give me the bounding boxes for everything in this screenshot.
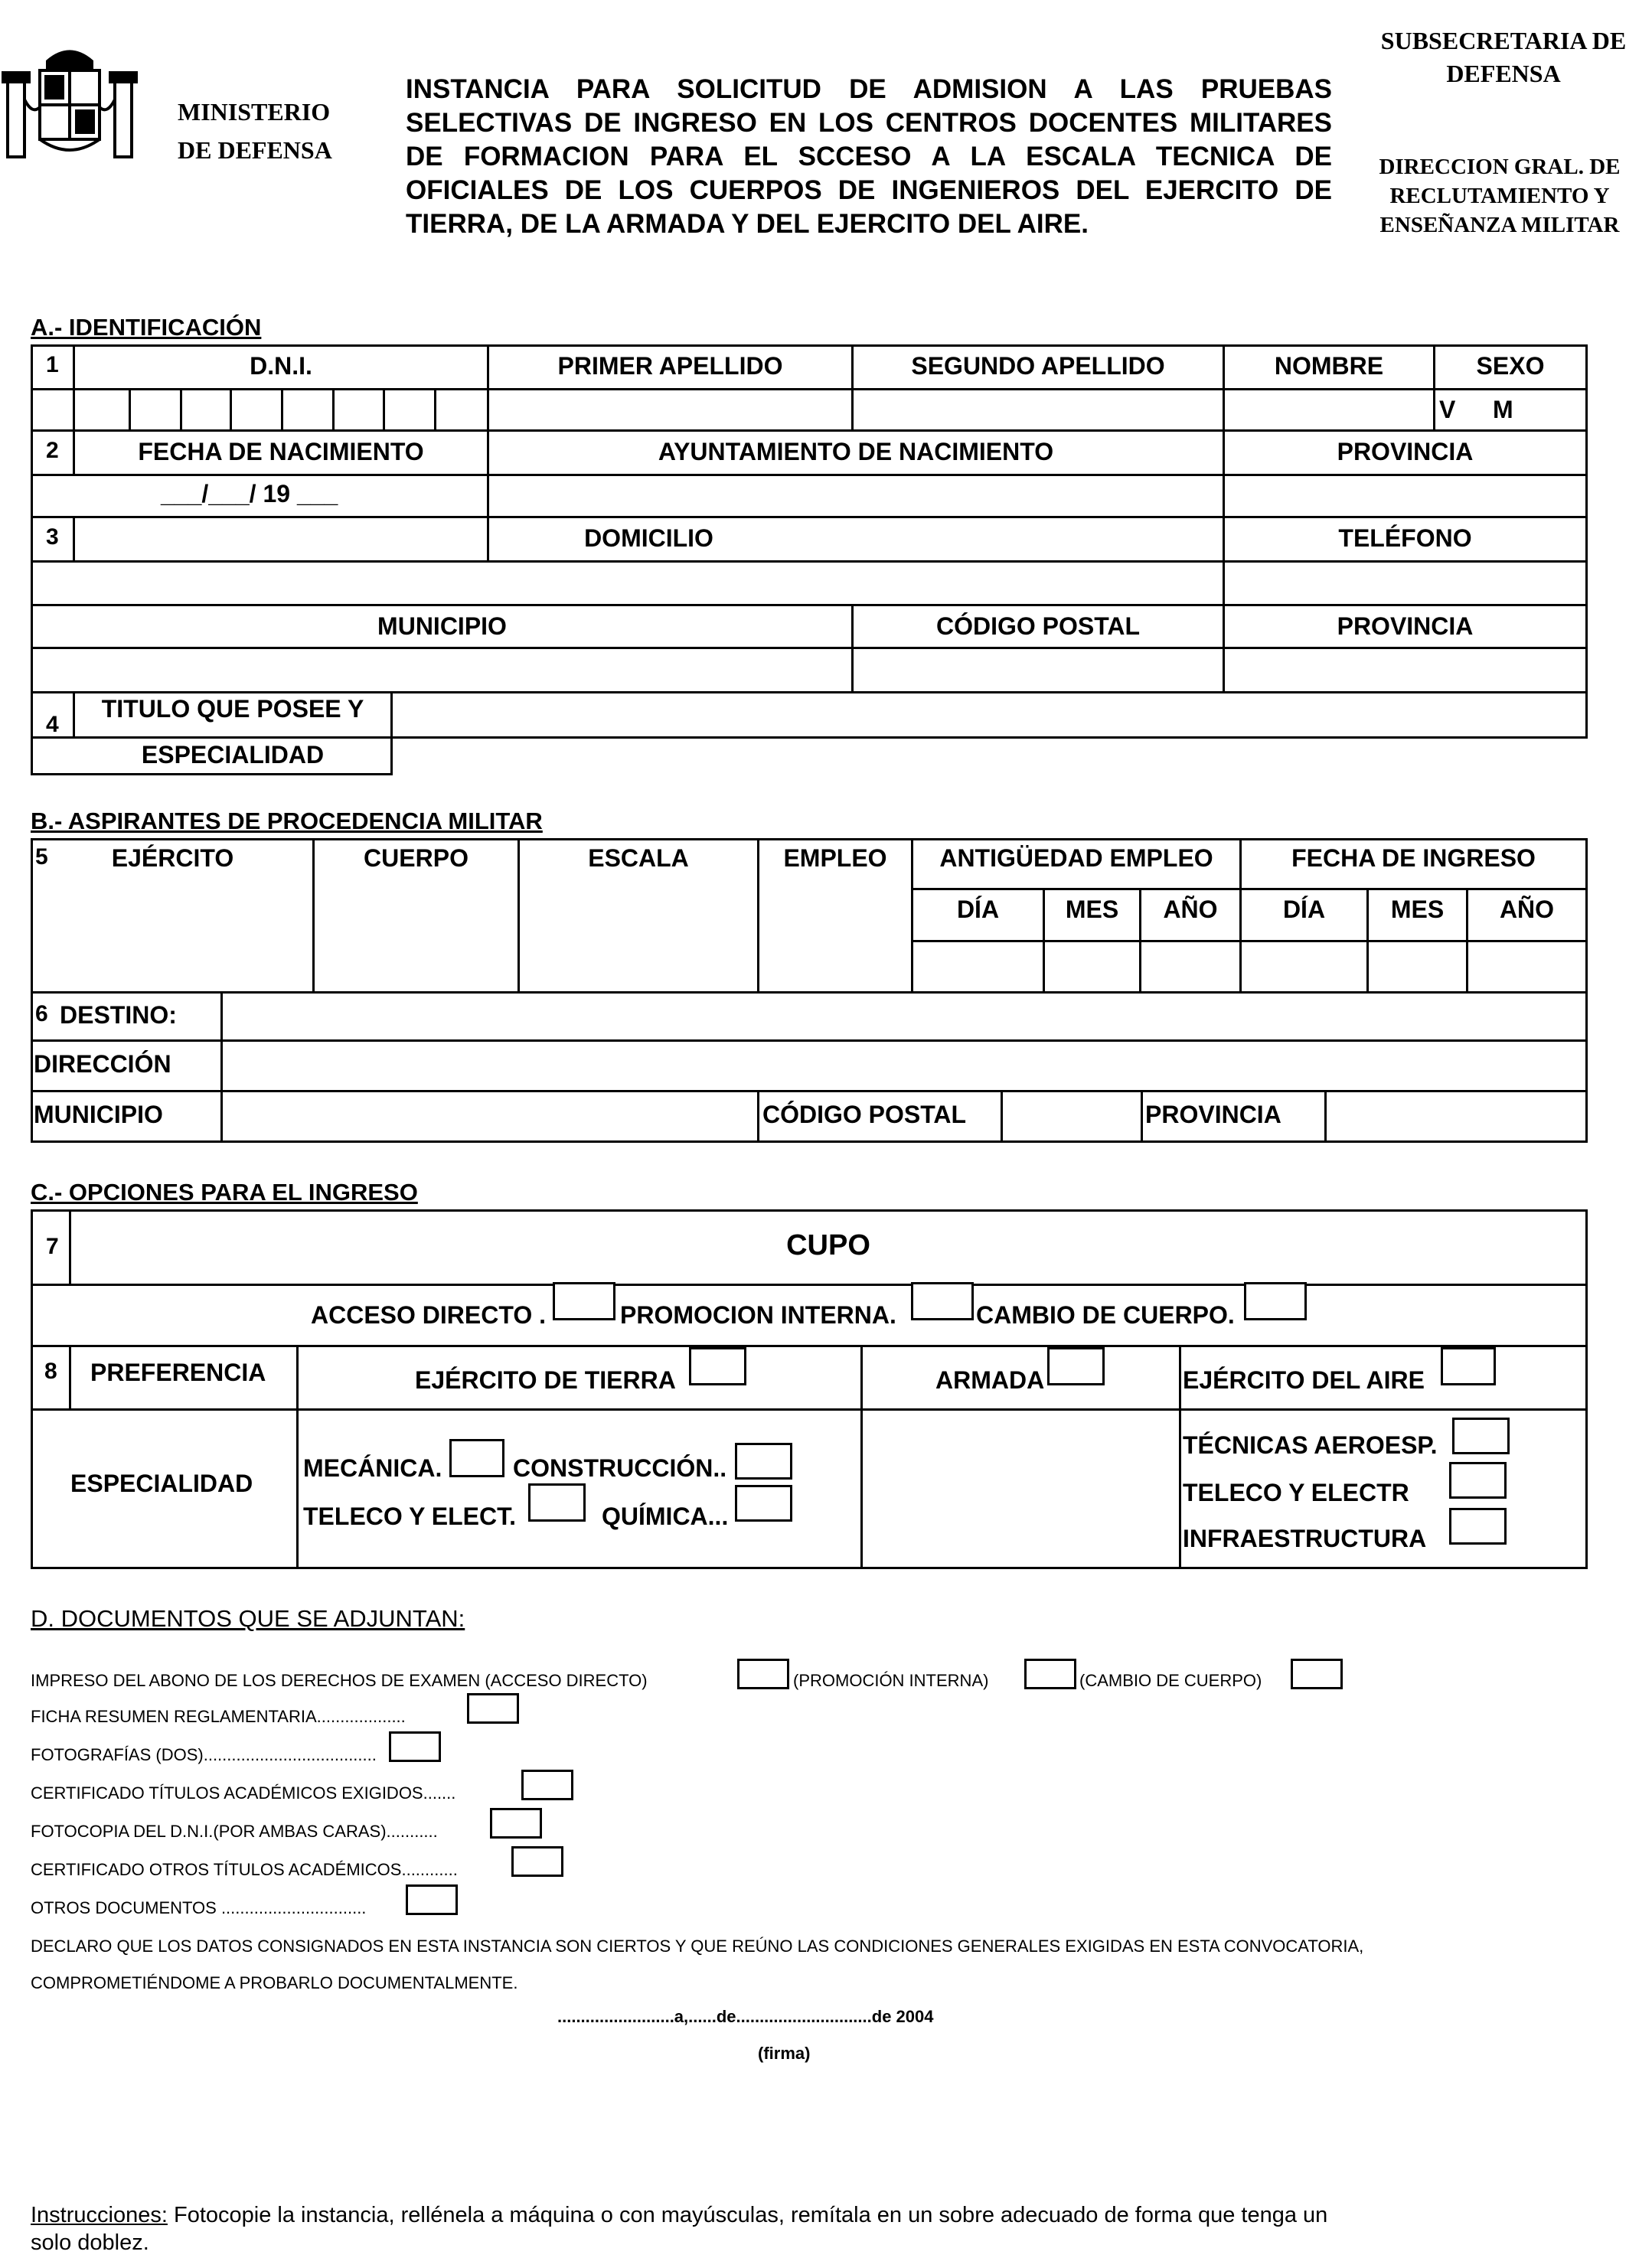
label-titulo-1: TITULO QUE POSEE Y (101, 695, 364, 723)
label-teleco-elect[interactable]: TELECO Y ELECT. (303, 1503, 516, 1530)
checkbox-acceso-directo[interactable] (553, 1282, 615, 1320)
label-ingreso-anio: AÑO (1499, 896, 1555, 923)
label-infraestructura[interactable]: INFRAESTRUCTURA (1183, 1525, 1427, 1552)
coat-of-arms-icon (2, 38, 138, 165)
label-promocion-interna[interactable]: PROMOCION INTERNA. (620, 1301, 896, 1329)
form-title: INSTANCIA PARA SOLICITUD DE ADMISION A LAS PRUEBAS SELECTIVAS DE INGRESO EN LOS CENTROS DOCENTES MILITARES DE FORMACION PARA EL SCCESO A LA ESCALA TECNICA DE OFICIALES DE LOS CUERPOS DE INGENIEROS DEL EJERCITO DE TIERRA, DE LA ARMADA Y DEL EJERCITO DEL AIRE. (406, 74, 1332, 239)
declaracion-2: COMPROMETIÉNDOME A PROBARLO DOCUMENTALMENTE. (31, 1973, 518, 1992)
row-number-2: 2 (46, 438, 59, 463)
label-municipio-destino: MUNICIPIO (34, 1101, 163, 1128)
row-number-5: 5 (35, 844, 48, 870)
checkbox-impreso-acceso[interactable] (737, 1659, 789, 1689)
label-sexo: SEXO (1476, 352, 1545, 380)
subsecretaria-line2: DEFENSA (1446, 60, 1561, 87)
label-antig-mes: MES (1065, 896, 1119, 923)
label-armada[interactable]: ARMADA (935, 1366, 1045, 1394)
label-empleo: EMPLEO (783, 844, 887, 872)
checkbox-teleco-electr[interactable] (1449, 1462, 1507, 1499)
checkbox-impreso-cambio[interactable] (1291, 1659, 1343, 1689)
direccion-line1: DIRECCION GRAL. DE (1379, 155, 1621, 179)
label-escala: ESCALA (588, 844, 689, 872)
label-destino: DESTINO: (60, 1001, 177, 1029)
label-ejercito-tierra[interactable]: EJÉRCITO DE TIERRA (415, 1366, 676, 1394)
fecha-format: ___/___/ 19 ___ (161, 480, 338, 507)
instrucciones (31, 2203, 1327, 2228)
checkbox-construccion[interactable] (735, 1443, 792, 1480)
label-antig-anio: AÑO (1163, 896, 1218, 923)
checkbox-cambio-cuerpo[interactable] (1244, 1282, 1307, 1320)
direccion-line2: RECLUTAMIENTO Y (1389, 184, 1610, 208)
label-nombre: NOMBRE (1274, 352, 1384, 380)
doc-fotografias: FOTOGRAFÍAS (DOS)..................................... (31, 1745, 377, 1764)
checkbox-otros-certificados[interactable] (511, 1846, 563, 1877)
row-number-6: 6 (35, 1001, 48, 1026)
instrucciones-text-2: solo doblez. (31, 2230, 149, 2255)
doc-impreso-cambio: (CAMBIO DE CUERPO) (1079, 1671, 1262, 1690)
checkbox-promocion-interna[interactable] (911, 1282, 974, 1320)
doc-certificado: CERTIFICADO TÍTULOS ACADÉMICOS EXIGIDOS....... (31, 1783, 456, 1803)
label-antiguedad: ANTIGÜEDAD EMPLEO (939, 844, 1213, 872)
checkbox-infraestructura[interactable] (1449, 1508, 1507, 1545)
checkbox-ejercito-aire[interactable] (1441, 1347, 1496, 1385)
label-direccion-destino: DIRECCIÓN (34, 1050, 171, 1078)
row-number-1: 1 (46, 352, 59, 377)
fecha-firma: .........................a,......de.............................de 2004 (557, 2007, 934, 2026)
row-number-3: 3 (46, 524, 59, 550)
checkbox-mecanica[interactable] (449, 1439, 504, 1477)
label-codigo-postal: CÓDIGO POSTAL (935, 612, 1141, 640)
label-telefono: TELÉFONO (1338, 524, 1472, 552)
section-c-title: C.- OPCIONES PARA EL INGRESO (31, 1179, 418, 1206)
label-mecanica[interactable]: MECÁNICA. (303, 1454, 442, 1482)
label-provincia-destino: PROVINCIA (1145, 1101, 1281, 1128)
row-number-4: 4 (46, 712, 59, 737)
label-municipio: MUNICIPIO (377, 612, 507, 640)
row-number-8: 8 (44, 1359, 57, 1384)
label-dni: D.N.I. (250, 352, 312, 380)
label-acceso-directo[interactable]: ACCESO DIRECTO . (311, 1301, 546, 1329)
doc-ficha: FICHA RESUMEN REGLAMENTARIA................... (31, 1707, 406, 1726)
checkbox-fotografias[interactable] (389, 1731, 441, 1762)
label-domicilio: DOMICILIO (584, 524, 713, 552)
label-construccion[interactable]: CONSTRUCCIÓN.. (513, 1454, 727, 1482)
label-tecnicas-aeroesp[interactable]: TÉCNICAS AEROESP. (1183, 1431, 1438, 1459)
label-teleco-electr[interactable]: TELECO Y ELECTR (1183, 1479, 1409, 1506)
label-sexo-m: M (1493, 396, 1513, 423)
section-b-title: B.- ASPIRANTES DE PROCEDENCIA MILITAR (31, 808, 543, 834)
checkbox-ficha[interactable] (467, 1693, 519, 1724)
checkbox-fotocopia-dni[interactable] (490, 1808, 542, 1839)
label-cuerpo: CUERPO (364, 844, 469, 872)
label-fecha-ingreso: FECHA DE INGRESO (1291, 844, 1536, 872)
checkbox-quimica[interactable] (735, 1485, 792, 1522)
ministry-line1: MINISTERIO (178, 98, 331, 126)
instrucciones-label: Instrucciones: (31, 2203, 168, 2227)
doc-impreso-promo: (PROMOCIÓN INTERNA) (793, 1671, 989, 1690)
label-antig-dia: DÍA (956, 896, 1000, 923)
checkbox-armada[interactable] (1047, 1347, 1105, 1385)
label-ejercito-aire[interactable]: EJÉRCITO DEL AIRE (1183, 1366, 1425, 1394)
label-segundo-apellido: SEGUNDO APELLIDO (911, 352, 1165, 380)
label-provincia-dom: PROVINCIA (1337, 612, 1474, 640)
label-cp-destino: CÓDIGO POSTAL (762, 1101, 967, 1128)
label-primer-apellido: PRIMER APELLIDO (557, 352, 783, 380)
label-cupo: CUPO (786, 1229, 870, 1261)
label-preferencia: PREFERENCIA (90, 1359, 266, 1386)
doc-otros-certificados: CERTIFICADO OTROS TÍTULOS ACADÉMICOS............ (31, 1860, 458, 1879)
instrucciones-text: Fotocopie la instancia, rellénela a máquina o con mayúsculas, remítala en un sobre adecuado de forma que tenga un (167, 2203, 1328, 2227)
checkbox-teleco-elect[interactable] (528, 1483, 586, 1522)
ministry-line2: DE DEFENSA (178, 136, 332, 164)
label-quimica[interactable]: QUÍMICA... (602, 1503, 729, 1530)
checkbox-ejercito-tierra[interactable] (689, 1347, 746, 1385)
section-a-title: A.- IDENTIFICACIÓN (31, 314, 262, 341)
row-number-7: 7 (46, 1234, 59, 1259)
section-d-title: D. DOCUMENTOS QUE SE ADJUNTAN: (31, 1605, 465, 1632)
label-sexo-v: V (1439, 396, 1456, 423)
direccion-line3: ENSEÑANZA MILITAR (1379, 213, 1620, 237)
label-fecha-nacimiento: FECHA DE NACIMIENTO (138, 438, 424, 465)
label-ingreso-dia: DÍA (1282, 896, 1326, 923)
label-provincia-nac: PROVINCIA (1337, 438, 1474, 465)
checkbox-certificado[interactable] (521, 1770, 573, 1800)
doc-otros: OTROS DOCUMENTOS ............................... (31, 1898, 367, 1917)
checkbox-impreso-promo[interactable] (1024, 1659, 1076, 1689)
label-titulo-2: ESPECIALIDAD (141, 741, 325, 768)
declaracion-1: DECLARO QUE LOS DATOS CONSIGNADOS EN ESTA INSTANCIA SON CIERTOS Y QUE REÚNO LAS CONDICIONES GENERALES EXIGIDAS EN ESTA CONVOCATORIA, (31, 1937, 1364, 1956)
doc-fotocopia-dni: FOTOCOPIA DEL D.N.I.(POR AMBAS CARAS)........... (31, 1822, 438, 1841)
label-especialidad: ESPECIALIDAD (70, 1470, 253, 1497)
firma: (firma) (758, 2044, 811, 2063)
label-cambio-cuerpo[interactable]: CAMBIO DE CUERPO. (976, 1301, 1235, 1329)
label-ayuntamiento: AYUNTAMIENTO DE NACIMIENTO (658, 438, 1054, 465)
checkbox-tecnicas-aeroesp[interactable] (1452, 1418, 1510, 1454)
checkbox-otros[interactable] (406, 1884, 458, 1915)
doc-impreso-label: IMPRESO DEL ABONO DE LOS DERECHOS DE EXAMEN (ACCESO DIRECTO) (31, 1671, 648, 1690)
label-ingreso-mes: MES (1390, 896, 1445, 923)
subsecretaria-line1: SUBSECRETARIA DE (1380, 27, 1627, 54)
label-ejercito: EJÉRCITO (111, 844, 234, 872)
